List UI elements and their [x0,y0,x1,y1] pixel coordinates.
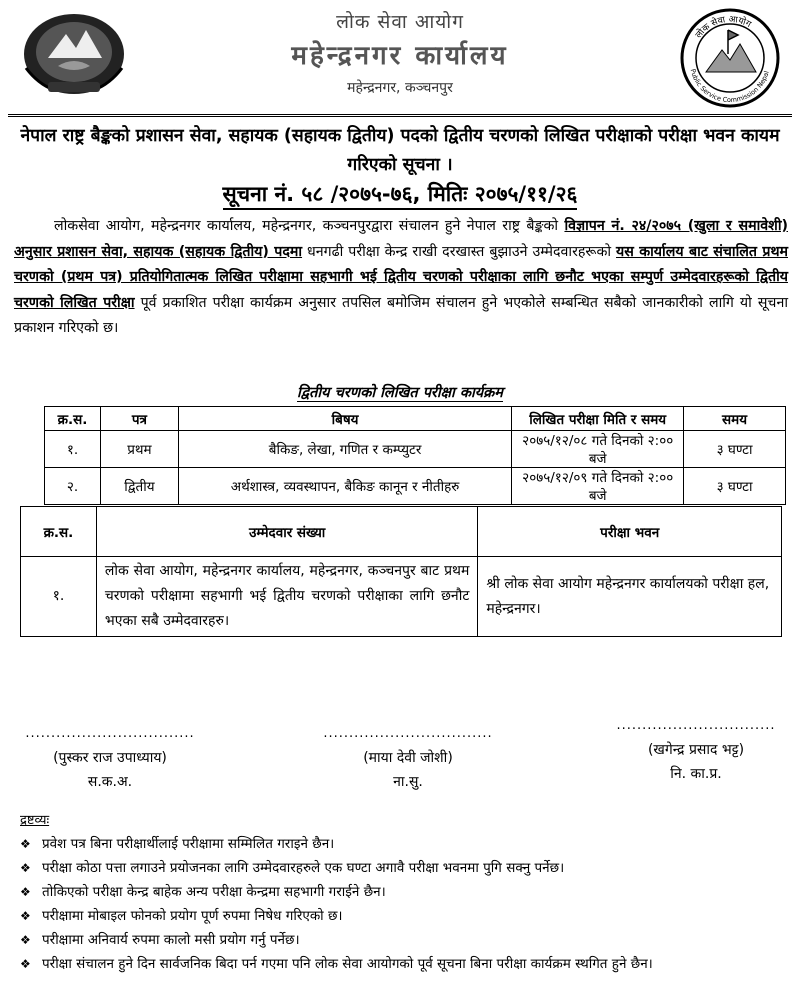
schedule-table [44,406,786,505]
diamond-bullet-icon: ❖ [20,909,31,923]
diamond-bullet-icon: ❖ [20,933,31,947]
note-text: परीक्षा कोठा पत्ता लगाउने प्रयोजनका लागि उम्मेदवारहरुले एक घण्टा अगावै परीक्षा भवनमा पुगि सक्नु पर्नेछ। [42,860,565,876]
signature-block [10,722,210,794]
note-text: तोकिएको परीक्षा केन्द्र बाहेक अन्य परीक्षा केन्द्रमा सहभागी गराईने छैन। [42,884,386,900]
nepal-emblem-icon [18,8,130,98]
table-row [45,468,786,505]
signatory-title: स.क.अ. [87,774,133,790]
list-item [20,952,790,976]
schedule-cell: ३ घण्टा [684,431,786,468]
list-item [20,880,790,904]
schedule-header: क्र.स. [45,407,101,431]
hall-cell-candidates: लोक सेवा आयोग, महेन्द्रनगर कार्यालय, महेन्द्रनगर, कञ्चनपुर बाट प्रथम चरणको परीक्षामा सहभागी भई द्वितीय चरणको परीक्षाका लागि छनौट भएका सबै उम्मेदवारहरु। [96,557,477,637]
note-text: परीक्षामा अनिवार्य रुपमा कालो मसी प्रयोग गर्नु पर्नेछ। [42,932,300,948]
notes-title: द्रष्टव्यः [20,813,50,828]
table-row [45,431,786,468]
table-row [21,557,782,637]
schedule-cell: २. [45,468,101,505]
signatory-name: (माया देवी जोशी) [363,750,453,766]
schedule-header: बिषय [178,407,511,431]
schedule-header: समय [684,407,786,431]
psc-logo-icon [678,6,782,110]
schedule-cell: १. [45,431,101,468]
hall-header: परीक्षा भवन [478,507,782,557]
signatory-title: ना.सु. [393,774,423,790]
diamond-bullet-icon: ❖ [20,861,31,875]
letterhead [0,0,800,105]
psc-logo-text: लोक सेवा आयोग [693,14,753,41]
office-name: महेन्द्रनगर कार्यालय [291,41,509,71]
signatory-title: नि. का.प्र. [670,766,722,782]
signatory-name: (पुस्कर राज उपाध्याय) [53,750,167,766]
hall-cell-sn: १. [21,557,97,637]
schedule-header-row [45,407,786,431]
hall-header-row [21,507,782,557]
signatory-name: (खगेन्द्र प्रसाद भट्ट) [647,742,745,758]
signature-block [308,722,508,794]
diamond-bullet-icon: ❖ [20,957,31,971]
exam-hall-table [20,506,782,637]
schedule-cell: द्वितीय [100,468,178,505]
signature-block [596,714,796,786]
hall-header: उम्मेदवार संख्या [96,507,477,557]
body-text-advertisement: विज्ञापन नं. २४/२०७५ (खुला र समावेशी) अनुसार प्रशासन सेवा, सहायक (सहायक द्वितीय) पदमा [14,218,788,260]
schedule-cell: २०७५/१२/०८ गते दिनको २:०० बजे [512,431,684,468]
schedule-cell: प्रथम [100,431,178,468]
note-text: परीक्षा संचालन हुने दिन सार्वजनिक बिदा पर्न गएमा पनि लोक सेवा आयोगको पूर्व सूचना बिना परीक्षा कार्यक्रम स्थगित हुने छैन। [42,956,653,972]
hall-cell-venue: श्री लोक सेवा आयोग महेन्द्रनगर कार्यालयको परीक्षा हल, महेन्द्रनगर। [478,557,782,637]
psc-logo-english: Public Service Commission Nepal [688,68,771,105]
signature-line: ............................... [616,718,776,733]
notice-body [14,214,788,342]
notice-number-text: सूचना नं. ५८ /२०७५-७६, मितिः २०७५/११/२६ [223,182,578,210]
note-text: प्रवेश पत्र बिना परीक्षार्थीलाई परीक्षामा सम्मिलित गराइने छैन। [42,836,335,852]
schedule-caption-text: द्वितीय चरणको लिखित परीक्षा कार्यक्रम [297,385,503,401]
hall-header: क्र.स. [21,507,97,557]
office-address: महेन्द्रनगर, कञ्चनपुर [347,80,453,96]
note-text: परीक्षामा मोबाइल फोनको प्रयोग पूर्ण रुपमा निषेध गरिएको छ। [42,908,343,924]
list-item [20,904,790,928]
schedule-cell: २०७५/१२/०९ गते दिनको २:०० बजे [512,468,684,505]
schedule-header: लिखित परीक्षा मिति र समय [512,407,684,431]
notes-section [20,810,790,976]
notice-subject: नेपाल राष्ट्र बैङ्कको प्रशासन सेवा, सहायक (सहायक द्वितीय) पदको द्वितीय चरणको लिखित परीक्षाको परीक्षा भवन कायम गरिएको सूचना । [20,126,780,175]
list-item [20,832,790,856]
schedule-cell: ३ घण्टा [684,468,786,505]
body-text-2: धनगढी परीक्षा केन्द्र राखी दरखास्त बुझाउने उम्मेदवारहरूको [302,243,616,260]
diamond-bullet-icon: ❖ [20,885,31,899]
list-item [20,928,790,952]
signature-line: ................................. [323,726,493,741]
diamond-bullet-icon: ❖ [20,837,31,851]
body-text-1: लोकसेवा आयोग, महेन्द्रनगर कार्यालय, महेन्द्रनगर, कञ्चनपुरद्वारा संचालन हुने नेपाल राष्ट्र बैङ्कको [54,218,565,234]
body-text-eligible: यस कार्यालय बाट संचालित प्रथम चरणको (प्रथम पत्र) प्रतियोगितात्मक लिखित परीक्षामा सहभागी भई द्वितीय चरणको परीक्षाका लागि छनौट भएका सम्पुर्ण उम्मेदवारहरूको द्वितीय चरणको लिखित परीक्षा [14,243,788,311]
signature-line: ................................. [25,726,195,741]
organization-name: लोक सेवा आयोग [336,11,464,33]
list-item [20,856,790,880]
schedule-cell: अर्थशास्त्र, व्यवस्थापन, बैकिङ कानून र नीतीहरु [178,468,511,505]
header-divider [8,114,792,118]
schedule-header: पत्र [100,407,178,431]
notice-number [20,180,780,208]
body-text-3: पूर्व प्रकाशित परीक्षा कार्यक्रम अनुसार तपसिल बमोजिम संचालन हुने भएकोले सम्बन्धित सबैको जानकारीको लागि यो सूचना प्रकाशन गरिएको छ। [14,294,788,336]
schedule-cell: बैकिङ, लेखा, गणित र कम्प्युटर [178,431,511,468]
schedule-caption [0,382,800,402]
